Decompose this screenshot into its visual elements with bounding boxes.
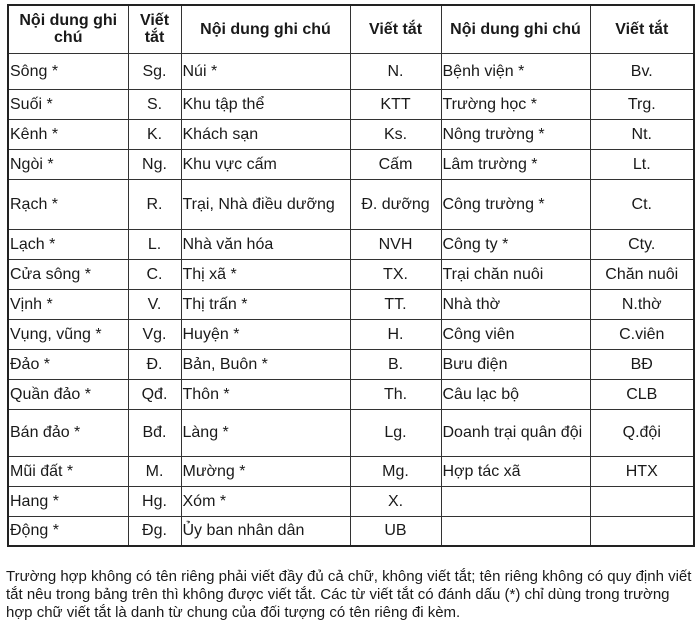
cell-abbr: Đ. dưỡng <box>350 179 441 229</box>
cell-content: Trường học * <box>441 89 590 119</box>
table-row <box>8 516 694 546</box>
table-row <box>8 149 694 179</box>
cell-content: Bán đảo * <box>8 409 128 456</box>
cell-content: Khách sạn <box>181 119 350 149</box>
header-abbr-3: Viết tắt <box>590 5 694 53</box>
cell-abbr: N. <box>350 53 441 89</box>
cell-abbr: Hg. <box>128 486 181 516</box>
cell-content: Công trường * <box>441 179 590 229</box>
table-row <box>8 379 694 409</box>
cell-content <box>441 516 590 546</box>
cell-abbr: Nt. <box>590 119 694 149</box>
footnote-text: Trường hợp không có tên riêng phải viết đầy đủ cả chữ, không viết tắt; tên riêng không có quy định viết tắt nêu trong bảng trên thì không được viết tắt. Các từ viết tắt có đánh dấu (*) chỉ dùng trong trường hợp chữ viết tắt là danh từ chung của đối tượng có tên riêng đi kèm. <box>6 568 692 621</box>
table-row <box>8 486 694 516</box>
cell-abbr <box>590 516 694 546</box>
cell-content: Núi * <box>181 53 350 89</box>
cell-content: Mường * <box>181 456 350 486</box>
cell-abbr: Cty. <box>590 229 694 259</box>
cell-abbr: Th. <box>350 379 441 409</box>
cell-content: Hợp tác xã <box>441 456 590 486</box>
cell-content: Kênh * <box>8 119 128 149</box>
table-row <box>8 289 694 319</box>
cell-abbr: Lg. <box>350 409 441 456</box>
cell-content: Nhà thờ <box>441 289 590 319</box>
cell-abbr: Ks. <box>350 119 441 149</box>
table-row <box>8 319 694 349</box>
cell-content: Khu tập thể <box>181 89 350 119</box>
cell-abbr: H. <box>350 319 441 349</box>
cell-content: Thị trấn * <box>181 289 350 319</box>
cell-content: Mũi đất * <box>8 456 128 486</box>
cell-abbr: Đ. <box>128 349 181 379</box>
cell-abbr: Mg. <box>350 456 441 486</box>
cell-content: Khu vực cấm <box>181 149 350 179</box>
cell-content: Xóm * <box>181 486 350 516</box>
cell-content: Ngòi * <box>8 149 128 179</box>
cell-content: Bản, Buôn * <box>181 349 350 379</box>
cell-content: Động * <box>8 516 128 546</box>
cell-abbr: Đg. <box>128 516 181 546</box>
cell-content: Vịnh * <box>8 289 128 319</box>
cell-content: Thôn * <box>181 379 350 409</box>
cell-content: Doanh trại quân đội <box>441 409 590 456</box>
cell-abbr: Lt. <box>590 149 694 179</box>
header-content-1: Nội dung ghi chú <box>8 5 128 53</box>
cell-content: Cửa sông * <box>8 259 128 289</box>
cell-content: Bệnh viện * <box>441 53 590 89</box>
cell-content: Lâm trường * <box>441 149 590 179</box>
cell-content: Câu lạc bộ <box>441 379 590 409</box>
cell-content: Nhà văn hóa <box>181 229 350 259</box>
cell-content: Vụng, vũng * <box>8 319 128 349</box>
header-abbr-1: Viết tắt <box>128 5 181 53</box>
cell-content: Ủy ban nhân dân <box>181 516 350 546</box>
cell-abbr: L. <box>128 229 181 259</box>
cell-abbr: C. <box>128 259 181 289</box>
cell-abbr: K. <box>128 119 181 149</box>
cell-content: Thị xã * <box>181 259 350 289</box>
cell-content: Trại chăn nuôi <box>441 259 590 289</box>
cell-abbr: CLB <box>590 379 694 409</box>
cell-abbr: Qđ. <box>128 379 181 409</box>
table-header-row <box>8 5 694 53</box>
cell-abbr: N.thờ <box>590 289 694 319</box>
cell-content: Quần đảo * <box>8 379 128 409</box>
cell-content: Công viên <box>441 319 590 349</box>
cell-content: Huyện * <box>181 319 350 349</box>
cell-abbr: KTT <box>350 89 441 119</box>
cell-abbr: B. <box>350 349 441 379</box>
cell-content: Suối * <box>8 89 128 119</box>
cell-abbr: S. <box>128 89 181 119</box>
cell-abbr: Vg. <box>128 319 181 349</box>
table-row <box>8 259 694 289</box>
cell-abbr: V. <box>128 289 181 319</box>
cell-content: Bưu điện <box>441 349 590 379</box>
cell-content: Rạch * <box>8 179 128 229</box>
abbreviation-table <box>7 4 695 547</box>
cell-abbr: HTX <box>590 456 694 486</box>
cell-abbr: Q.đội <box>590 409 694 456</box>
table-row <box>8 229 694 259</box>
cell-content: Đảo * <box>8 349 128 379</box>
cell-abbr: Bv. <box>590 53 694 89</box>
table-row <box>8 119 694 149</box>
header-content-2: Nội dung ghi chú <box>181 5 350 53</box>
cell-abbr: C.viên <box>590 319 694 349</box>
cell-abbr: TX. <box>350 259 441 289</box>
cell-content: Sông * <box>8 53 128 89</box>
table-row <box>8 349 694 379</box>
table-row <box>8 179 694 229</box>
cell-content <box>441 486 590 516</box>
cell-abbr: Cấm <box>350 149 441 179</box>
cell-content: Trại, Nhà điều dưỡng <box>181 179 350 229</box>
cell-abbr: NVH <box>350 229 441 259</box>
header-content-3: Nội dung ghi chú <box>441 5 590 53</box>
cell-abbr <box>590 486 694 516</box>
cell-content: Công ty * <box>441 229 590 259</box>
cell-abbr: M. <box>128 456 181 486</box>
cell-abbr: TT. <box>350 289 441 319</box>
cell-abbr: UB <box>350 516 441 546</box>
cell-abbr: BĐ <box>590 349 694 379</box>
header-abbr-2: Viết tắt <box>350 5 441 53</box>
table-row <box>8 409 694 456</box>
cell-content: Nông trường * <box>441 119 590 149</box>
cell-abbr: Bđ. <box>128 409 181 456</box>
table-row <box>8 456 694 486</box>
cell-abbr: Chăn nuôi <box>590 259 694 289</box>
table-row <box>8 53 694 89</box>
cell-abbr: Ng. <box>128 149 181 179</box>
table-row <box>8 89 694 119</box>
cell-abbr: Sg. <box>128 53 181 89</box>
cell-content: Làng * <box>181 409 350 456</box>
cell-content: Lạch * <box>8 229 128 259</box>
cell-abbr: Ct. <box>590 179 694 229</box>
cell-abbr: X. <box>350 486 441 516</box>
cell-abbr: R. <box>128 179 181 229</box>
cell-abbr: Trg. <box>590 89 694 119</box>
cell-content: Hang * <box>8 486 128 516</box>
